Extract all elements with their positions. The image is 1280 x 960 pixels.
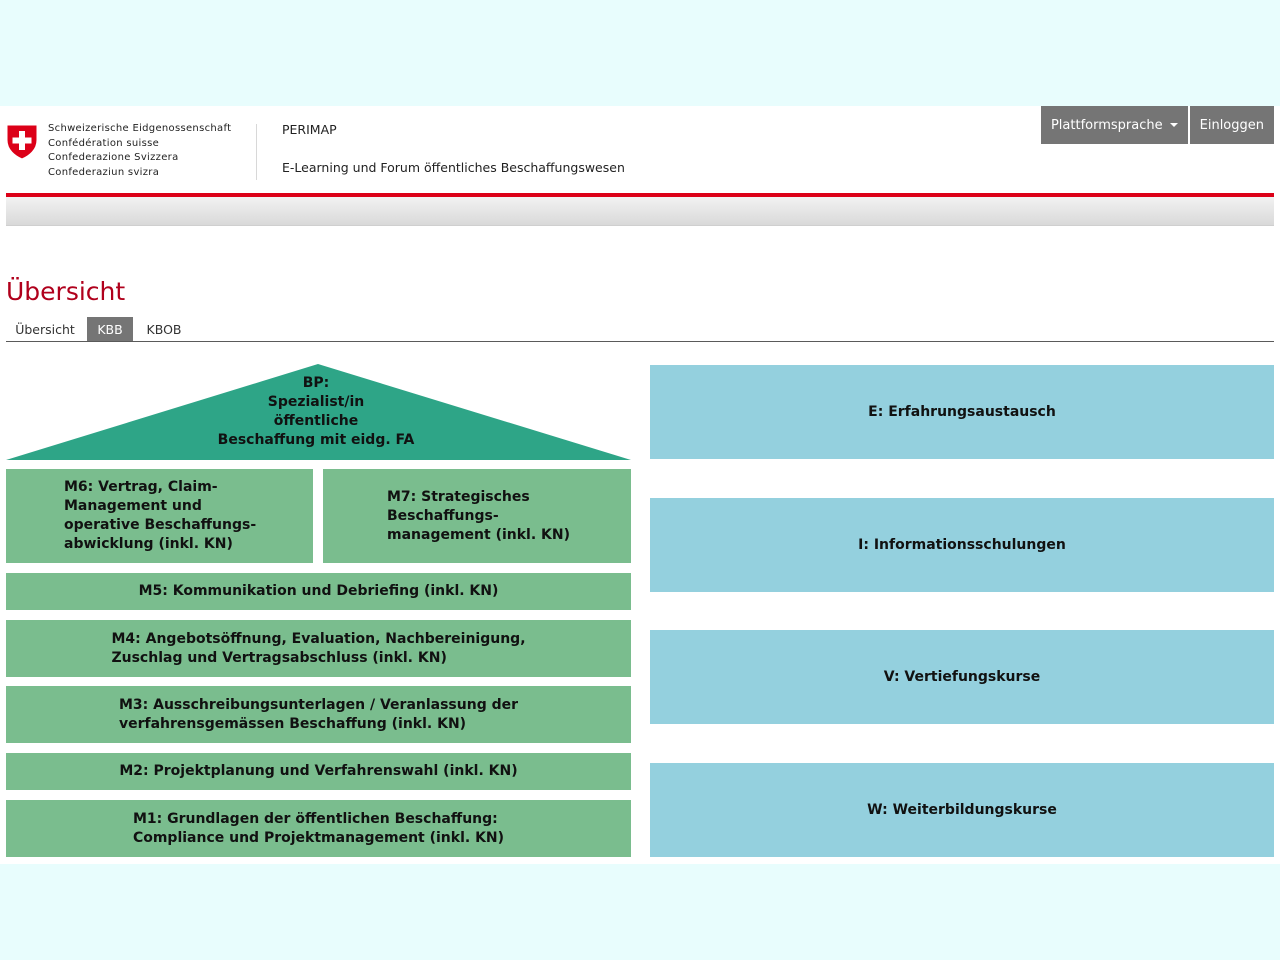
page-title: Übersicht (6, 276, 126, 306)
label-line: operative Beschaffungs- (64, 517, 257, 533)
roof-line: Beschaffung mit eidg. FA (217, 432, 415, 448)
label-line: Zuschlag und Vertragsabschluss (inkl. KN) (111, 649, 447, 666)
tab-kbob[interactable]: KBOB (146, 321, 182, 337)
language-button-label: Plattformsprache (1050, 117, 1163, 133)
login-button[interactable]: Einloggen (1190, 106, 1274, 144)
label-line: M6: Vertrag, Claim- (64, 479, 218, 495)
federal-name-de: Schweizerische Eidgenossenschaft (48, 123, 232, 134)
label-line: Compliance und Projektmanagement (inkl. KN) (132, 829, 505, 846)
tab-uebersicht[interactable]: Übersicht (15, 321, 75, 337)
label-line: M7: Strategisches (387, 488, 530, 505)
label-line: management (inkl. KN) (387, 526, 571, 543)
roof-line: Spezialist/in (267, 394, 365, 410)
module-m4[interactable] (6, 620, 631, 677)
app-name[interactable]: PERIMAP (282, 122, 337, 137)
category-vertiefungskurse[interactable]: V: Vertiefungskurse (650, 630, 1274, 724)
label-line: Management und (64, 498, 202, 514)
header-divider (256, 124, 257, 180)
federal-name-fr: Confédération suisse (48, 137, 160, 149)
pyramid-roof-label (166, 374, 466, 450)
module-m7-label (387, 488, 570, 545)
module-m5[interactable]: M5: Kommunikation und Debriefing (inkl. KN) (6, 573, 631, 610)
roof-line: öffentliche (273, 413, 359, 429)
category-informationsschulungen[interactable]: I: Informationsschulungen (650, 498, 1274, 592)
federal-names (48, 122, 231, 180)
label-line: abwicklung (inkl. KN) (64, 536, 233, 552)
page (0, 106, 1280, 864)
module-m6-label (64, 478, 256, 554)
tab-kbb[interactable]: KBB (87, 317, 133, 341)
navigation-bar (6, 197, 1274, 226)
category-weiterbildungskurse[interactable]: W: Weiterbildungskurse (650, 763, 1274, 857)
tab-bar (6, 317, 1274, 342)
federal-name-rm: Confederaziun svizra (48, 166, 160, 178)
label-line: verfahrensgemässen Beschaffung (inkl. KN) (118, 715, 467, 732)
label-line: M1: Grundlagen der öffentlichen Beschaffung: (132, 810, 498, 827)
label-line: M3: Ausschreibungsunterlagen / Veranlassung der (118, 696, 519, 713)
caret-down-icon (1170, 123, 1178, 127)
label-line: M4: Angebotsöffnung, Evaluation, Nachbereinigung, (111, 630, 526, 647)
swiss-cross-logo-icon (6, 124, 38, 160)
module-m7[interactable] (323, 469, 631, 563)
label-line: Beschaffungs- (387, 507, 499, 524)
module-m1[interactable] (6, 800, 631, 857)
top-buttons (1041, 106, 1274, 144)
language-button[interactable] (1041, 106, 1188, 144)
module-m3-label (119, 696, 518, 734)
module-m3[interactable] (6, 686, 631, 743)
roof-line: BP: (302, 375, 330, 391)
app-subtitle: E-Learning und Forum öffentliches Beschaffungswesen (282, 160, 625, 175)
module-m6[interactable] (6, 469, 313, 563)
category-erfahrungsaustausch[interactable]: E: Erfahrungsaustausch (650, 365, 1274, 459)
module-m1-label (133, 810, 504, 848)
module-m2[interactable]: M2: Projektplanung und Verfahrenswahl (inkl. KN) (6, 753, 631, 790)
federal-name-it: Confederazione Svizzera (48, 152, 179, 164)
module-m4-label (111, 630, 525, 668)
